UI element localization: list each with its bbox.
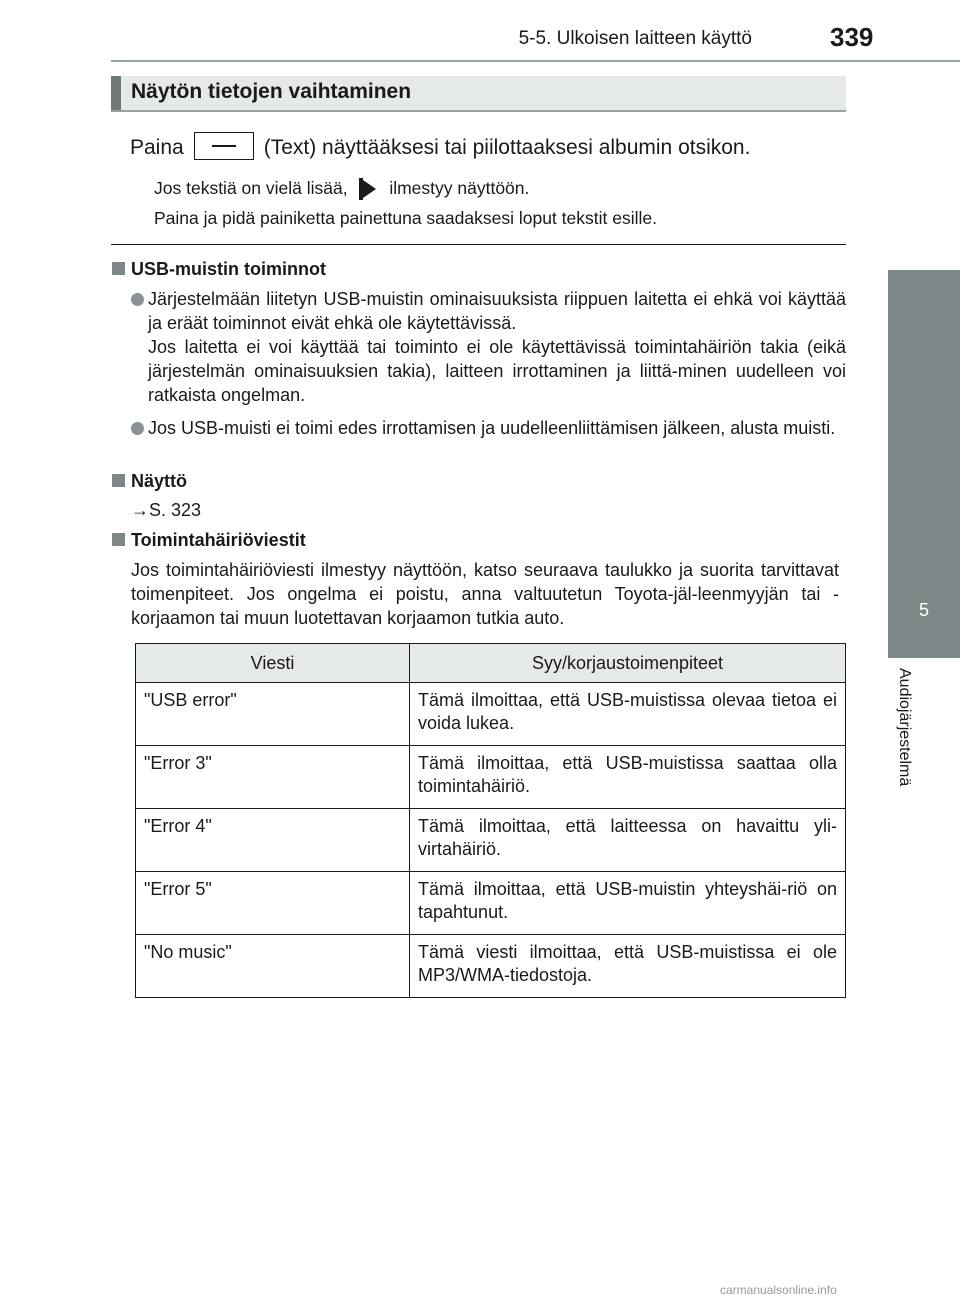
table-cell-cause: Tämä ilmoittaa, että USB-muistissa saattaa olla toimintahäiriö.	[410, 746, 846, 809]
note-line-1-after: ilmestyy näyttöön.	[389, 178, 530, 198]
note-line-2: Paina ja pidä painiketta painettuna saadaksesi loput tekstit esille.	[154, 208, 657, 228]
display-heading-text: Näyttö	[131, 471, 188, 491]
table-row	[136, 809, 846, 872]
table-row	[136, 935, 846, 998]
table-cell-cause: Tämä ilmoittaa, että USB-muistissa olevaa tietoa ei voida lukea.	[410, 683, 846, 746]
chapter-number: 5	[918, 600, 929, 620]
table-row	[136, 872, 846, 935]
square-bullet-icon	[112, 533, 125, 546]
table-cell-message: "USB error"	[136, 683, 410, 746]
error-messages-heading	[112, 530, 306, 551]
table-header-row	[136, 644, 846, 683]
header-rule	[111, 60, 960, 62]
error-messages-heading-text: Toimintahäiriöviestit	[131, 530, 306, 550]
page-number: 339	[830, 22, 874, 52]
section-heading-box	[111, 76, 846, 112]
round-bullet-icon	[131, 293, 144, 306]
table-cell-cause: Tämä ilmoittaa, että laitteessa on havaittu yli-virtahäiriö.	[410, 809, 846, 872]
chapter-title: Audiojärjestelmä	[896, 668, 913, 787]
more-text-triangle-icon	[356, 176, 380, 202]
instruction-line	[130, 132, 750, 162]
display-page-ref[interactable]: →S. 323	[131, 500, 202, 520]
usb-bullet-2	[148, 416, 846, 440]
display-heading	[112, 471, 187, 492]
running-header-section: 5-5. Ulkoisen laitteen käyttö	[518, 28, 752, 49]
table-row	[136, 746, 846, 809]
usb-functions-heading-text: USB-muistin toiminnot	[131, 259, 326, 279]
table-cell-message: "Error 4"	[136, 809, 410, 872]
watermark: carmanualsonline.info	[720, 1283, 837, 1297]
table-cell-cause: Tämä ilmoittaa, että USB-muistin yhteyshäi-riö on tapahtunut.	[410, 872, 846, 935]
table-cell-message: "Error 5"	[136, 872, 410, 935]
error-message-table	[135, 643, 846, 998]
error-messages-paragraph: Jos toimintahäiriöviesti ilmestyy näyttöön, katso seuraava taulukko ja suorita tarvittavat toimenpiteet. Jos ongelma ei poistu, anna valtuutetun Toyota-jäl-leenmyyjän tai -korjaamon tai muun luotettavan korjaamon tutkia auto.	[131, 560, 839, 628]
table-row	[136, 683, 846, 746]
table-header-cause: Syy/korjaustoimenpiteet	[410, 644, 846, 683]
usb-bullet-1-text-2: Jos laitetta ei voi käyttää tai toiminto ei ole käytettävissä toimintahäiriön takia (eikä järjestelmän ominaisuuksien takia), laitteen irrottaminen ja liittä-minen uudelleen voi ratkaista ongelman.	[148, 337, 846, 405]
error-messages-text	[131, 558, 839, 630]
square-bullet-icon	[112, 262, 125, 275]
usb-functions-heading	[112, 259, 326, 280]
table-cell-cause: Tämä viesti ilmoittaa, että USB-muistissa ei ole MP3/WMA-tiedostoja.	[410, 935, 846, 998]
chapter-tab	[888, 270, 960, 658]
text-button-icon	[194, 132, 254, 160]
instruction-before: Paina	[130, 136, 184, 159]
instruction-after: (Text) näyttääksesi tai piilottaaksesi albumin otsikon.	[263, 136, 751, 159]
round-bullet-icon	[131, 422, 144, 435]
section-heading-bar	[111, 76, 121, 110]
section-heading: Näytön tietojen vaihtaminen	[131, 80, 412, 103]
square-bullet-icon	[112, 474, 125, 487]
divider	[111, 244, 846, 245]
note-line-1-before: Jos tekstiä on vielä lisää,	[154, 178, 348, 198]
usb-bullet-1	[148, 287, 846, 407]
note-line-1	[154, 176, 529, 202]
table-cell-message: "No music"	[136, 935, 410, 998]
usb-bullet-1-text: Järjestelmään liitetyn USB-muistin ominaisuuksista riippuen laitetta ei ehkä voi käyttää ja eräät toiminnot eivät ehkä ole käytettävissä.	[148, 289, 846, 333]
chapter-title-vertical	[895, 668, 921, 828]
usb-bullet-2-text: Jos USB-muisti ei toimi edes irrottamisen ja uudelleenliittämisen jälkeen, alusta muisti.	[148, 418, 836, 438]
table-cell-message: "Error 3"	[136, 746, 410, 809]
table-header-message: Viesti	[136, 644, 410, 683]
